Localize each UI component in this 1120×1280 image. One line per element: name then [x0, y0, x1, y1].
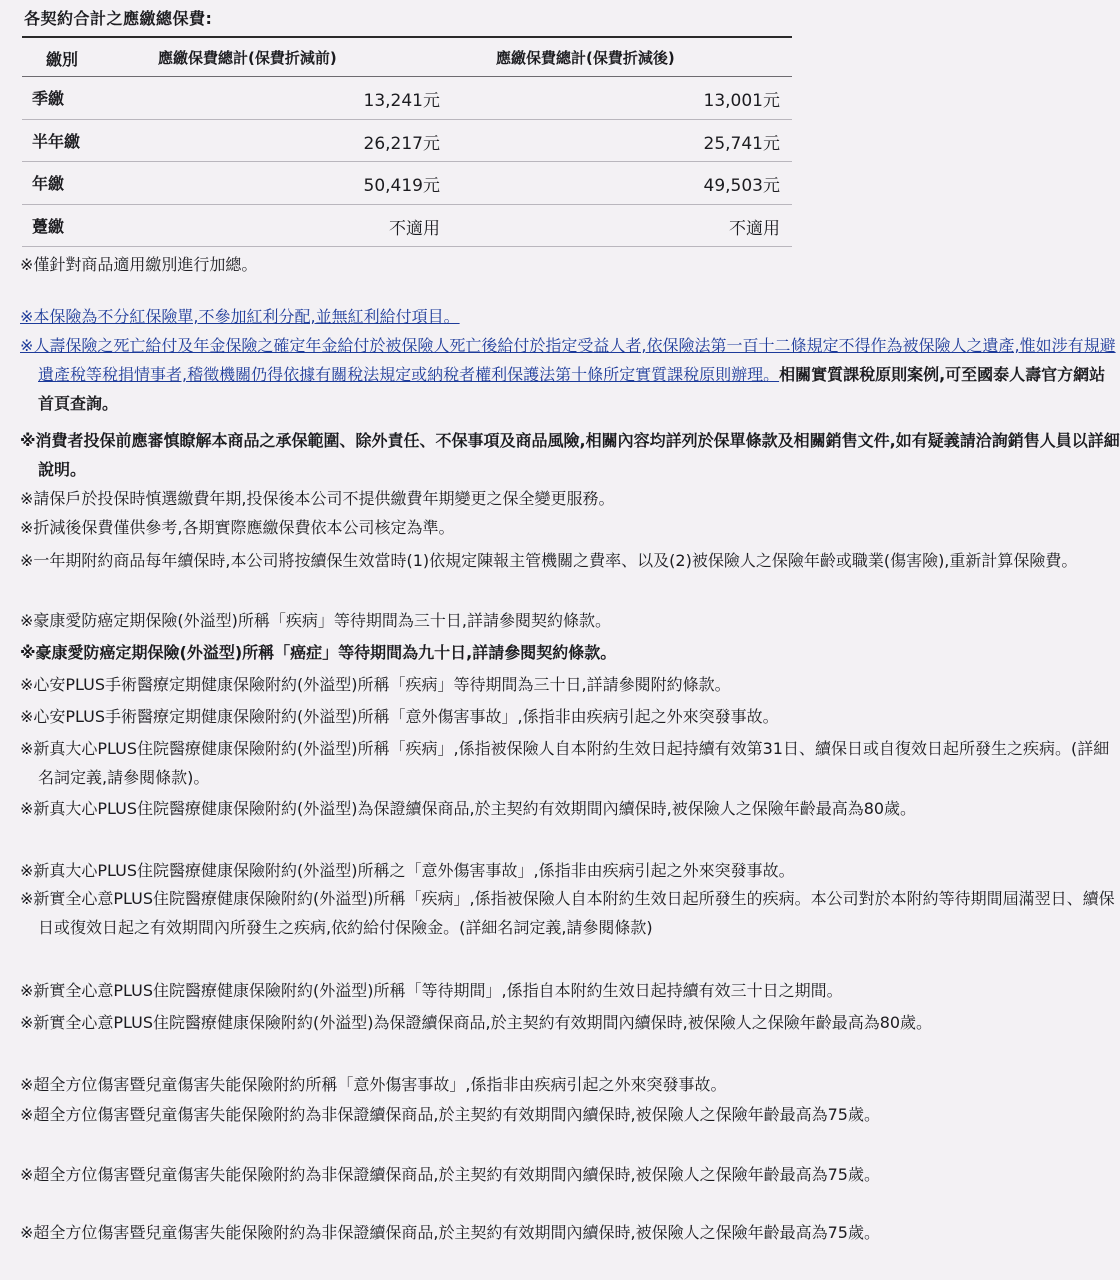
- table-row: [22, 120, 792, 163]
- payment-mode-cell: 季繳: [32, 89, 65, 108]
- note-full-care-renewal-age: ※新實全心意PLUS住院醫療健康保險附約(外溢型)為保證續保商品,於主契約有效期間內續保時,被保險人之保險年齡最高為80歲。: [20, 1013, 933, 1032]
- premium-before-cell: 50,419元: [363, 176, 440, 197]
- table-header-row: [22, 38, 792, 77]
- table-footnote: ※僅針對商品適用繳別進行加總。: [20, 255, 258, 274]
- premium-before-cell: 13,241元: [363, 91, 440, 111]
- note-estate-tax-linked-text: ※人壽保險之死亡給付及年金保險之確定年金給付於被保險人死亡後給付於指定受益人者,依保險法第一百十二條規定不得作為被保險人之遺產,惟如涉有規避遺產稅等稅捐情事者,稽徵機關仍得依據有關稅法規定或納稅者權利保護法第十條所定實質課稅原則辦理。: [20, 336, 1116, 384]
- note-hospital-accident-definition: ※新真大心PLUS住院醫療健康保險附約(外溢型)所稱之「意外傷害事故」,係指非由疾病引起之外來突發事故。: [20, 861, 795, 880]
- note-annual-renewal: ※一年期附約商品每年續保時,本公司將按續保生效當時(1)依規定陳報主管機關之費率、以及(2)被保險人之保險年齡或職業(傷害險),重新計算保險費。: [20, 551, 1078, 570]
- note-cancer-waiting: ※豪康愛防癌定期保險(外溢型)所稱「癌症」等待期間為九十日,詳請參閱契約條款。: [20, 643, 617, 662]
- table-row: [22, 162, 792, 205]
- note-no-dividend: ※本保險為不分紅保險單,不參加紅利分配,並無紅利給付項目。: [20, 307, 460, 326]
- note-hospital-renewal-age: ※新真大心PLUS住院醫療健康保險附約(外溢型)為保證續保商品,於主契約有效期間內續保時,被保險人之保險年齡最高為80歲。: [20, 799, 917, 818]
- note-full-care-disease-definition: ※新實全心意PLUS住院醫療健康保險附約(外溢型)所稱「疾病」,係指被保險人自本附約生效日起所發生的疾病。本公司對於本附約等待期間屆滿翌日、續保日或復效日起之有效期間內所發生之疾病,依約給付保險金。(詳細名詞定義,請參閱條款): [20, 889, 1115, 937]
- note-injury-renewal-age-repeat-2: ※超全方位傷害暨兒童傷害失能保險附約為非保證續保商品,於主契約有效期間內續保時,被保險人之保險年齡最高為75歲。: [20, 1223, 880, 1242]
- note-estate-tax: [20, 331, 1120, 418]
- note-surgery-accident-definition: ※心安PLUS手術醫療定期健康保險附約(外溢型)所稱「意外傷害事故」,係指非由疾病引起之外來突發事故。: [20, 707, 779, 726]
- note-injury-renewal-age-repeat: ※超全方位傷害暨兒童傷害失能保險附約為非保證續保商品,於主契約有效期間內續保時,被保險人之保險年齡最高為75歲。: [20, 1165, 880, 1184]
- note-cancer-disease-waiting: ※豪康愛防癌定期保險(外溢型)所稱「疾病」等待期間為三十日,詳請參閱契約條款。: [20, 611, 611, 630]
- premium-before-cell: 26,217元: [363, 133, 440, 154]
- note-hospital-disease-definition: ※新真大心PLUS住院醫療健康保險附約(外溢型)所稱「疾病」,係指被保險人自本附約生效日起持續有效第31日、續保日或自復效日起所發生之疾病。(詳細名詞定義,請參閱條款)。: [20, 739, 1110, 787]
- payment-mode-cell: 年繳: [32, 174, 65, 194]
- premium-table: [22, 38, 792, 247]
- note-payment-term: ※請保戶於投保時慎選繳費年期,投保後本公司不提供繳費年期變更之保全變更服務。: [20, 489, 615, 508]
- premium-before-cell: 不適用: [389, 218, 440, 239]
- note-injury-accident-definition: ※超全方位傷害暨兒童傷害失能保險附約所稱「意外傷害事故」,係指非由疾病引起之外來突發事故。: [20, 1075, 727, 1094]
- table-row: [22, 205, 792, 248]
- premium-after-cell: 49,503元: [703, 176, 780, 197]
- header-payment-mode: 繳別: [46, 50, 79, 69]
- premium-summary-heading: 各契約合計之應繳總保費:: [24, 9, 213, 28]
- note-surgery-disease-waiting: ※心安PLUS手術醫療定期健康保險附約(外溢型)所稱「疾病」等待期間為三十日,詳請參閱附約條款。: [20, 675, 731, 694]
- note-consumer-notice: ※消費者投保前應審慎瞭解本商品之承保範圍、除外責任、不保事項及商品風險,相關內容均詳列於保單條款及相關銷售文件,如有疑義請洽詢銷售人員以詳細說明。: [20, 431, 1120, 479]
- payment-mode-cell: 半年繳: [32, 131, 81, 151]
- payment-mode-cell: 躉繳: [32, 216, 65, 236]
- premium-after-cell: 13,001元: [703, 91, 780, 111]
- premium-after-cell: 25,741元: [703, 133, 780, 154]
- note-injury-renewal-age: ※超全方位傷害暨兒童傷害失能保險附約為非保證續保商品,於主契約有效期間內續保時,被保險人之保險年齡最高為75歲。: [20, 1105, 880, 1124]
- note-full-care-waiting-period: ※新實全心意PLUS住院醫療健康保險附約(外溢型)所稱「等待期間」,係指自本附約生效日起持續有效三十日之期間。: [20, 981, 843, 1000]
- note-discount-reference: ※折減後保費僅供參考,各期實際應繳保費依本公司核定為準。: [20, 518, 455, 537]
- premium-after-cell: 不適用: [729, 218, 780, 239]
- header-total-before-discount: 應繳保費總計(保費折減前): [158, 49, 337, 67]
- table-row: [22, 77, 792, 120]
- header-total-after-discount: 應繳保費總計(保費折減後): [496, 49, 675, 67]
- note-estate-tax-reference: 相關實質課稅原則案例,可至國泰人壽官方網站首頁查詢。: [38, 365, 1106, 413]
